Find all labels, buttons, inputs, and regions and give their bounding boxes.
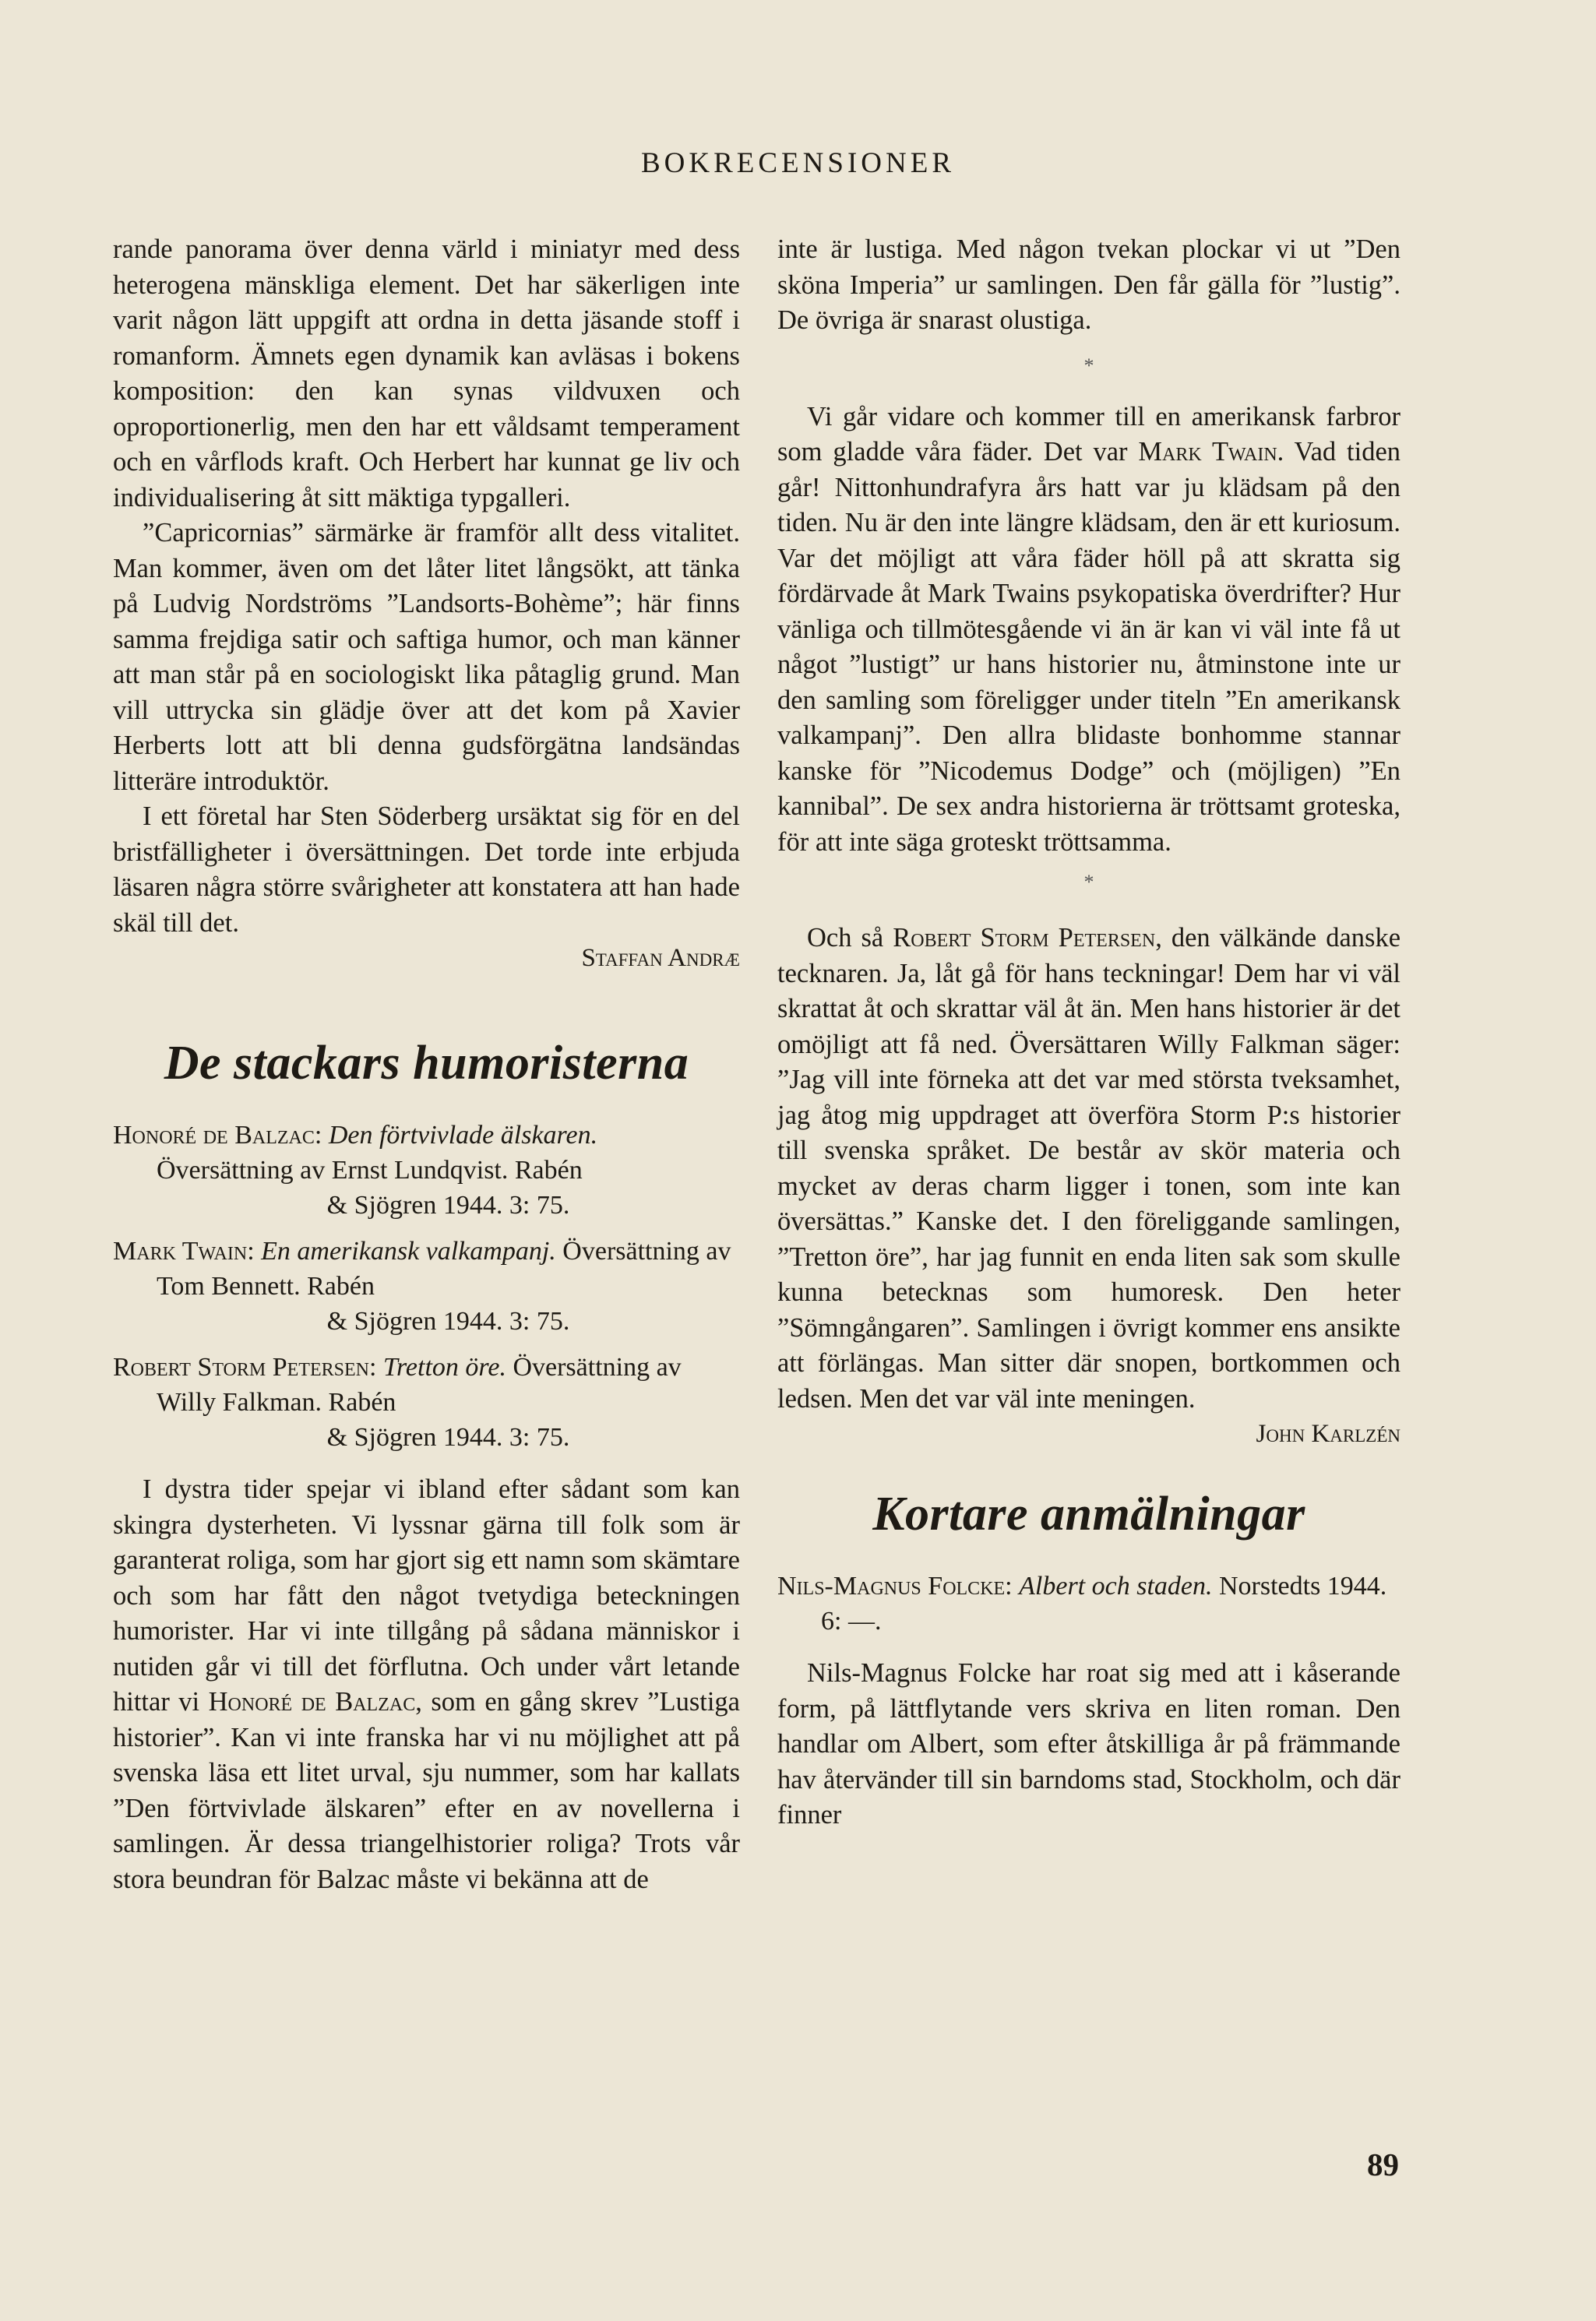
bib-details: Översättning av Tom Bennett. Rabén bbox=[157, 1237, 731, 1301]
right-paragraph-4: Nils-Magnus Folcke har roat sig med att i kåserande form, på lättflytande vers skriva en liten roman. Den handlar om Albert, som efter åtskilliga år på främmande hav återvänder till sin barndoms stad, Stockholm, och där finner bbox=[777, 1658, 1400, 1830]
bib-publisher: & Sjögren 1944. 3: 75. bbox=[326, 1423, 570, 1452]
bib-author: Nils-Magnus Folcke: bbox=[777, 1572, 1013, 1601]
left-paragraph-1: rande panorama över denna värld i miniatyr med dess heterogena mänskliga element. Det har säkerligen inte varit någon lätt uppgift att ordna in detta jäsande stoff i romanform. Ämnets egen dynamik kan avläsas i bokens komposition: den kan synas vildvuxen och oproportionerlig, men den har ett våldsamt temperament och en vårflods kraft. Och Herbert har kunnat ge liv och individualisering åt sitt mäktiga typgalleri. bbox=[113, 234, 740, 512]
right-column bbox=[777, 232, 1400, 1833]
bib-author: Robert Storm Petersen: bbox=[113, 1353, 377, 1382]
bib-title: Tretton öre. bbox=[382, 1353, 506, 1382]
left-column bbox=[113, 232, 740, 1897]
article-heading-humoristerna: De stackars humoristerna bbox=[164, 1037, 689, 1090]
signature-john-karlzen: John Karlzén bbox=[1256, 1420, 1400, 1448]
bib-title: En amerikansk valkampanj. bbox=[261, 1237, 556, 1266]
text-run: , den välkände danske tecknaren. Ja, låt gå för hans teckningar! Dem har vi väl skrattat åt och skrattar väl åt än. Men hans historier är det omöjligt att få ned. Översättaren Willy Falkman säger: ”Jag vill inte förneka att det var med största tveksamhet, jag åtog mig uppdraget att överföra Storm P:s historier till svenska språket. De består av skör materia och mycket av deras charm ligger i tonen, som inte kan översättas.” Kanske det. I den föreliggande samlingen, ”Tretton öre”, har jag funnit en enda liten sak som skulle kunna betecknas som humoresk. Den heter ”Sömngångaren”. Samlingen i övrigt kommer ens ansikte att förlängas. Man sitter där snopen, bortkommen och ledsen. Men det var väl inte meningen. bbox=[777, 923, 1401, 1414]
author-name-balzac: Honoré de Balzac bbox=[208, 1687, 416, 1717]
article-heading-kortare: Kortare anmälningar bbox=[872, 1488, 1305, 1541]
text-run: . Vad tiden går! Nittonhundrafyra års hatt var ju klädsam på den tiden. Nu är den inte längre klädsam, den är ett kuriosum. Var det möjligt att våra fäder höll på att skratta sig fördärvade åt Mark Twains psykopatiska överdrifter? Hur vänliga och tillmötesgående vi än är kan vi väl inte få ut något ”lustigt” ur hans historier nu, åtminstone inte ur den samling som föreligger under titeln ”En amerikansk valkampanj”. Den allra blidaste bonhomme stannar kanske för ”Nicodemus Dodge” och (möjligen) ”En kannibal”. De sex andra historierna är tröttsamt groteska, för att inte säga groteskt tröttsamma. bbox=[777, 437, 1401, 857]
bib-entry-folcke bbox=[777, 1569, 1400, 1639]
author-name-storm-petersen: Robert Storm Petersen bbox=[893, 923, 1156, 953]
section-asterisk: * bbox=[1083, 871, 1094, 893]
left-paragraph-2: ”Capricornias” särmärke är framför allt dess vitalitet. Man kommer, även om det låter litet långsökt, att tänka på Ludvig Nordströms ”Landsorts-Bohème”; här finns samma frejdiga satir och saftiga humor, och man känner att man står på en sociologiskt lika påtaglig grund. Man vill uttrycka sin glädje över att det kom på Xavier Herberts lott att bli denna gudsförgätna landsändas litteräre introduktör. bbox=[113, 518, 740, 796]
author-name-twain: Mark Twain bbox=[1138, 437, 1277, 467]
bib-entry-balzac bbox=[113, 1118, 740, 1223]
text-run: I dystra tider spejar vi ibland efter sådant som kan skingra dysterheten. Vi lyssnar gärna till folk som är garanterat roliga, som har gjort sig ett namn som skämtare och som har fått den något tvetydiga beteckningen humorister. Har vi inte tillgång på sådana människor i nutiden går vi till det förflutna. Och under vårt letande hittar vi bbox=[113, 1474, 740, 1717]
bib-details: Norstedts 1944. 6: —. bbox=[821, 1572, 1387, 1636]
text-run: , som en gång skrev ”Lustiga historier”. Kan vi inte franska har vi nu möjlighet att på svenska läsa ett litet urval, sju nummer, som har kallats ”Den förtvivlade älskaren” efter en av novellerna i samlingen. Är dessa triangelhistorier roliga? Trots vår stora beundran för Balzac måste vi bekänna att de bbox=[113, 1687, 740, 1894]
right-paragraph-3 bbox=[777, 921, 1400, 1417]
signature-staffan-andrae: Staffan Andræ bbox=[581, 944, 740, 972]
left-paragraph-3: I ett företal har Sten Söderberg ursäktat sig för en del bristfälligheter i översättningen. Det torde inte erbjuda läsaren några större svårigheter att konstatera att han hade skäl till det. bbox=[113, 801, 740, 938]
bib-entry-twain bbox=[113, 1234, 740, 1339]
page-number: 89 bbox=[1367, 2147, 1399, 2182]
bib-author: Mark Twain: bbox=[113, 1237, 255, 1266]
right-paragraph-2 bbox=[777, 400, 1400, 861]
text-run: Vi går vidare och kommer till en amerikansk farbror som gladde våra fäder. Det var bbox=[777, 401, 1400, 467]
bib-author: Honoré de Balzac: bbox=[113, 1121, 322, 1150]
bib-publisher: & Sjögren 1944. 3: 75. bbox=[326, 1307, 570, 1336]
right-paragraph-1: inte är lustiga. Med någon tvekan plockar vi ut ”Den sköna Imperia” ur samlingen. Den får gälla för ”lustig”. De övriga är snarast olustiga. bbox=[777, 234, 1400, 335]
bib-details: Översättning av Willy Falkman. Rabén bbox=[157, 1353, 682, 1417]
running-head: BOKRECENSIONER bbox=[640, 147, 956, 179]
bib-entry-storm-petersen bbox=[113, 1350, 740, 1455]
bib-title: Albert och staden. bbox=[1019, 1572, 1213, 1601]
section-asterisk: * bbox=[1083, 354, 1094, 377]
bib-publisher: & Sjögren 1944. 3: 75. bbox=[326, 1191, 570, 1220]
bib-title: Den förtvivlade älskaren. bbox=[328, 1121, 598, 1150]
left-paragraph-4 bbox=[113, 1472, 740, 1897]
bib-details: Översättning av Ernst Lundqvist. Rabén bbox=[157, 1156, 583, 1185]
text-run: Och så bbox=[807, 923, 884, 953]
